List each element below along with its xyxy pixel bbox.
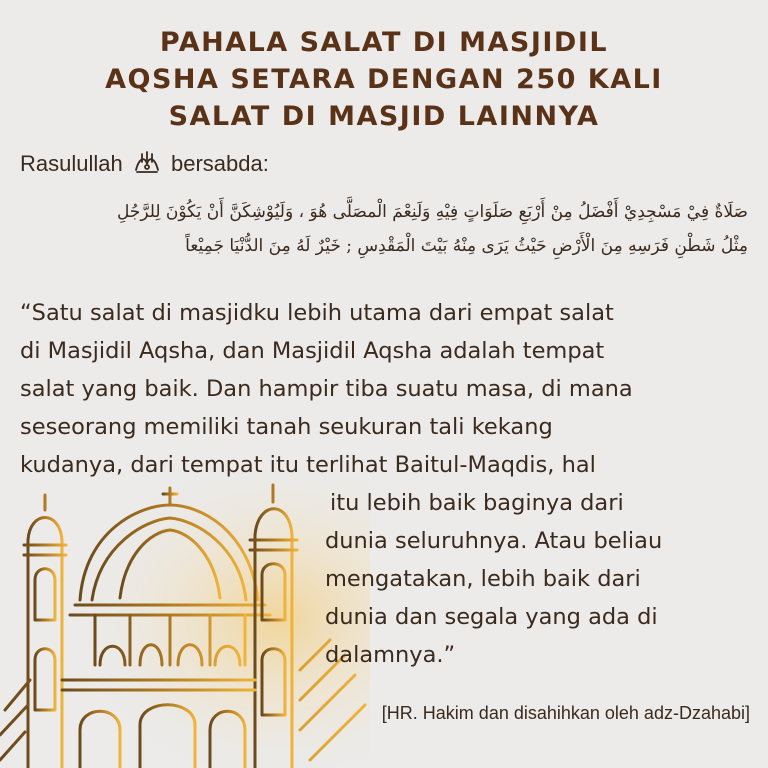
- quote-line: salat yang baik. Dan hampir tiba suatu masa, di mana: [20, 376, 633, 402]
- quote-line: “Satu salat di masjidku lebih utama dari empat salat: [20, 300, 614, 326]
- intro-line: [20, 150, 269, 177]
- arabic-line-1: صَلَاةٌ فِيْ مَسْجِدِيْ أَفْضَلُ مِنْ أَرْبَعِ صَلَوَاتٍ فِيْهِ وَلَنِعْمَ الْمصَلَّى هُوَ ، وَلَيُوْشِكَنَّ أَنْ يَكُوْنَ لِلرَّجُلِ: [116, 202, 748, 222]
- title-line-2: AQSHA SETARA DENGAN 250 KALI: [105, 64, 663, 95]
- quote-line: seseorang memiliki tanah seukuran tali kekang: [20, 414, 553, 440]
- salawat-calligraphy-icon: [133, 150, 161, 176]
- page-title: [0, 24, 768, 135]
- arabic-line-2: مِثْلُ شَطْنِ فَرَسِهِ مِنَ الْأَرْضِ حَيْثُ يَرَى مِنْهُ بَيْتَ الْمَقْدِسِ ; خَيْرٌ لَهُ مِنَ الدُّنْيَا جَمِيْعاً: [185, 236, 748, 256]
- quote-line: itu lebih baik baginya dari: [330, 490, 624, 516]
- quote-line: dalamnya.”: [325, 642, 456, 668]
- mosque-sketch-illustration: [0, 470, 370, 768]
- quote-line: dunia seluruhnya. Atau beliau: [325, 528, 663, 554]
- intro-prefix: Rasulullah: [20, 151, 123, 176]
- arabic-hadith-text: [20, 195, 748, 263]
- hadith-source-citation: [HR. Hakim dan disahihkan oleh adz-Dzahabi]: [381, 703, 750, 723]
- title-line-1: PAHALA SALAT DI MASJIDIL: [159, 27, 609, 58]
- intro-suffix: bersabda:: [170, 151, 269, 176]
- quote-line: di Masjidil Aqsha, dan Masjidil Aqsha adalah tempat: [20, 338, 605, 364]
- title-line-3: SALAT DI MASJID LAINNYA: [168, 101, 600, 132]
- quote-line: mengatakan, lebih baik dari: [325, 566, 641, 592]
- quote-line: kudanya, dari tempat itu terlihat Baitul-Maqdis, hal: [20, 452, 596, 478]
- quote-line: dunia dan segala yang ada di: [325, 604, 658, 630]
